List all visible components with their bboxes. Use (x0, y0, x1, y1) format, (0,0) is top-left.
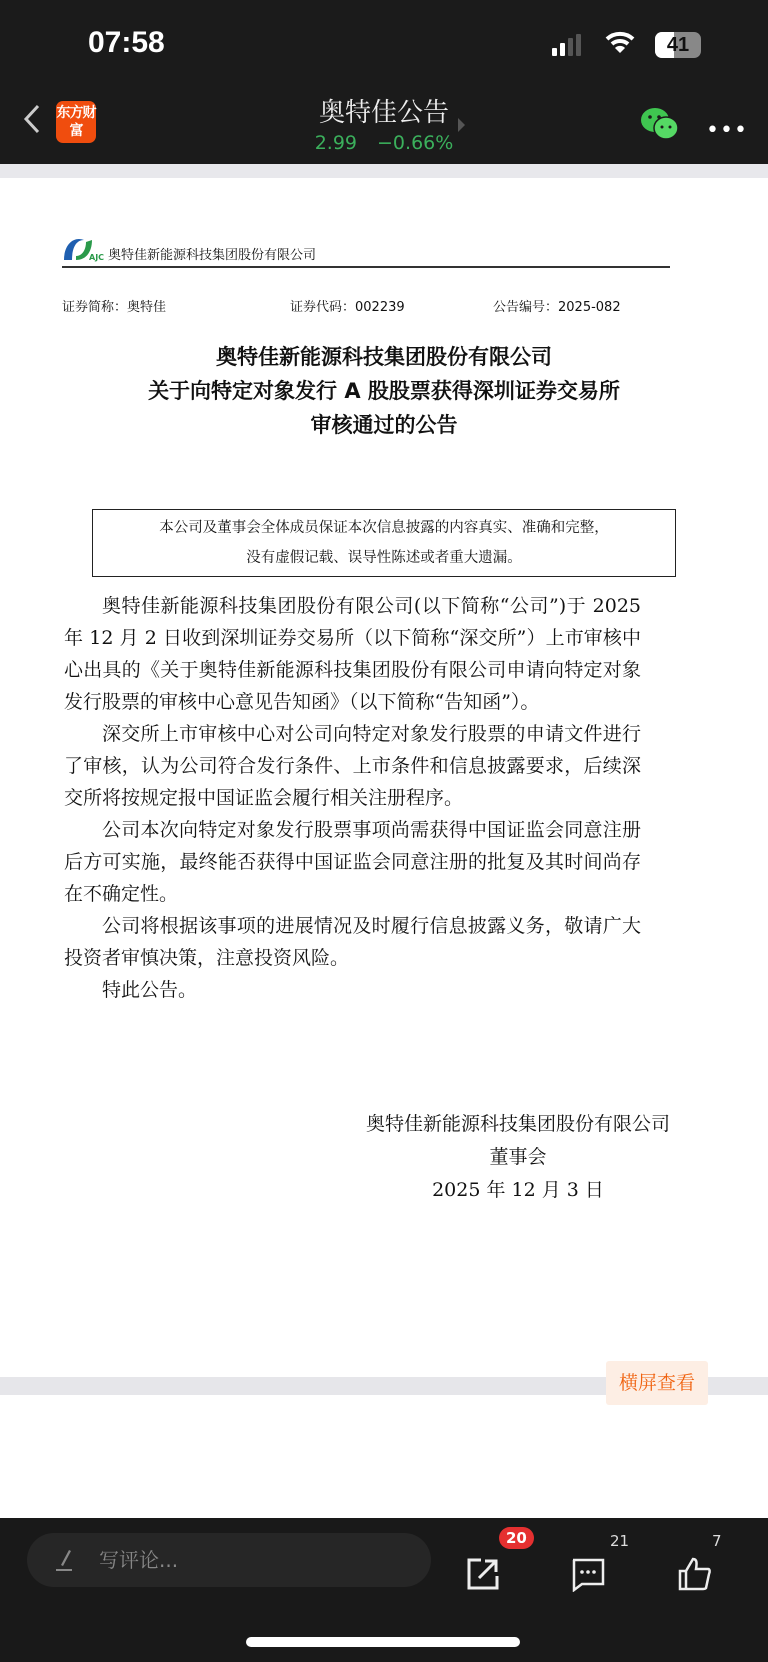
caret-right-icon[interactable] (458, 118, 465, 132)
comment-placeholder: 写评论... (99, 1548, 179, 1572)
battery-level: 41 (666, 34, 690, 56)
wifi-icon (605, 30, 635, 56)
company-logo-text: AJC (89, 253, 105, 262)
comment-icon[interactable] (570, 1556, 606, 1592)
page-title: 奥特佳公告 (318, 98, 449, 128)
comment-input[interactable] (27, 1533, 431, 1587)
share-count-badge: 20 (499, 1527, 534, 1549)
paragraph: 公司将根据该事项的进展情况及时履行信息披露义务，敬请广大投资者审慎决策，注意投资风险。 (64, 915, 641, 969)
stock-price: 2.99 (314, 132, 358, 154)
signature-date: 2025 年 12 月 3 日 (432, 1179, 604, 1201)
top-divider (0, 164, 768, 178)
app-logo[interactable]: 东方财富 (56, 101, 96, 143)
security-name: 证券简称：奥特佳 (62, 300, 167, 315)
battery-icon (655, 32, 701, 58)
pencil-icon (53, 1547, 77, 1573)
share-icon[interactable] (465, 1556, 501, 1592)
signature-block (366, 1108, 670, 1207)
company-logo (62, 234, 92, 262)
document-title (0, 340, 768, 442)
status-time: 07:58 (88, 26, 165, 59)
company-header (62, 226, 670, 268)
paragraph: 特此公告。 (102, 979, 198, 1001)
paragraph: 公司本次向特定对象发行股票事项尚需获得中国证监会同意注册后方可实施，最终能否获得中国证监会同意注册的批复及其时间尚存在不确定性。 (64, 819, 641, 905)
disclaimer-box (92, 509, 676, 577)
company-header-name: 奥特佳新能源科技集团股份有限公司 (108, 248, 317, 263)
signal-icon (552, 34, 581, 56)
signature-company: 奥特佳新能源科技集团股份有限公司 (365, 1113, 670, 1135)
title-line: 审核通过的公告 (310, 413, 458, 437)
announcement-document (0, 178, 768, 1458)
document-body (64, 590, 641, 1006)
more-icon[interactable]: ••• (706, 118, 748, 143)
disclaimer-line: 本公司及董事会全体成员保证本次信息披露的内容真实、准确和完整， (159, 520, 609, 536)
disclaimer-line: 没有虚假记载、误导性陈述或者重大遗漏。 (246, 550, 522, 566)
title-line: 奥特佳新能源科技集团股份有限公司 (216, 345, 552, 369)
title-line: 关于向特定对象发行 A 股股票获得深圳证券交易所 (148, 379, 620, 403)
like-count: 7 (712, 1532, 722, 1550)
like-icon[interactable] (677, 1556, 713, 1592)
home-indicator[interactable] (246, 1637, 520, 1647)
top-bar (0, 0, 768, 164)
paragraph: 奥特佳新能源科技集团股份有限公司(以下简称“公司”)于 2025 年 12 月 2 日收到深圳证券交易所（以下简称“深交所”）上市审核中心出具的《关于奥特佳新能源科技集团股份有限公司申请向特定对象发行股票的审核中心意见告知函》（以下简称“告知函”）。 (64, 595, 641, 713)
security-code: 证券代码：002239 (290, 300, 405, 315)
landscape-view-button[interactable]: 横屏查看 (606, 1361, 708, 1405)
wechat-share-icon[interactable] (640, 106, 680, 142)
paragraph: 深交所上市审核中心对公司向特定对象发行股票的申请文件进行了审核，认为公司符合发行条件、上市条件和信息披露要求，后续深交所将按规定报中国证监会履行相关注册程序。 (64, 723, 641, 809)
stock-change: −0.66% (377, 132, 454, 154)
comment-count: 21 (610, 1532, 630, 1550)
announcement-number: 公告编号：2025-082 (493, 300, 621, 315)
signature-board: 董事会 (489, 1146, 547, 1168)
